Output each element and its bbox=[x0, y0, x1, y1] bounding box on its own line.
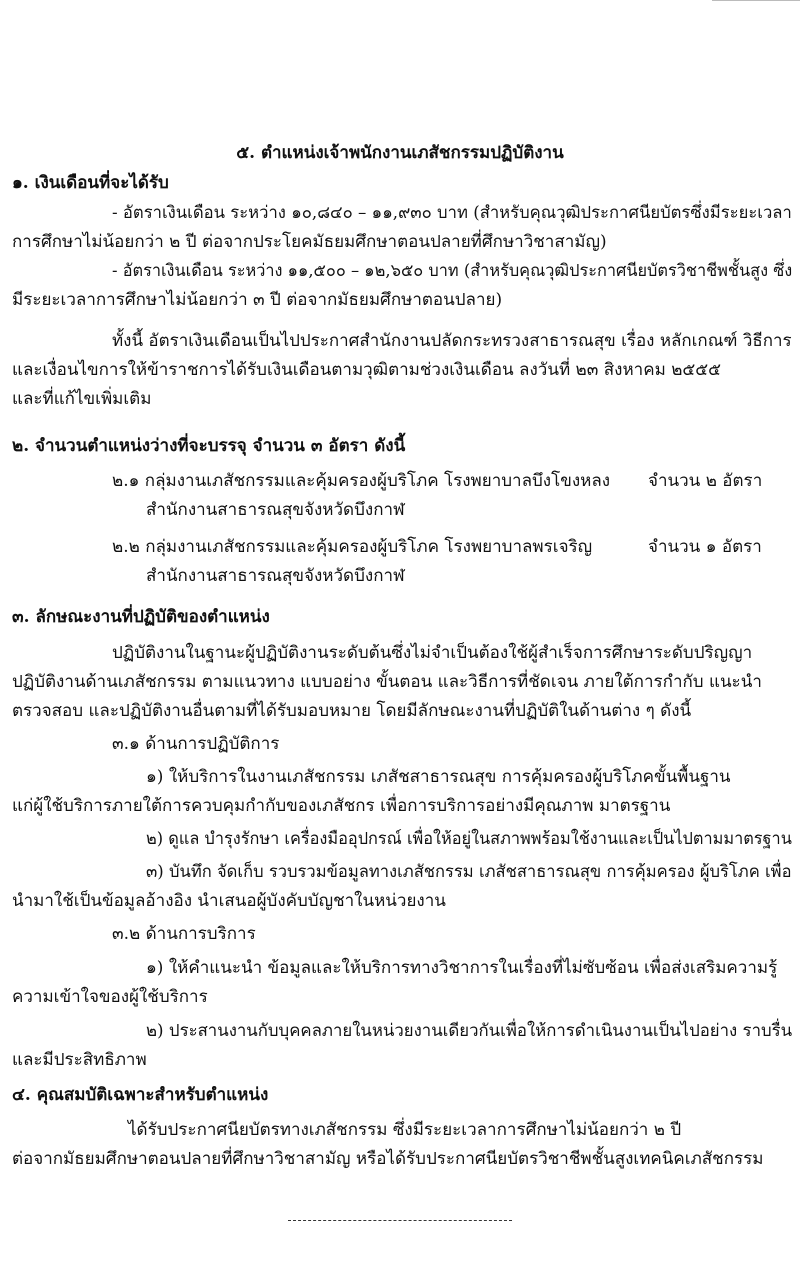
salary-line-1: - อัตราเงินเดือน ระหว่าง ๑๐,๘๔๐ – ๑๑,๙๓๐ บาท (สำหรับคุณวุฒิประกาศนียบัตรซึ่งมีระยะเวลา bbox=[112, 203, 792, 223]
position-title: ๕. ตำแหน่งเจ้าพนักงานเภสัชกรรมปฏิบัติงาน bbox=[236, 143, 564, 163]
salary-note-3: และที่แก้ไขเพิ่มเติม bbox=[12, 389, 152, 409]
vacancy-item-1-office: สำนักงานสาธารณสุขจังหวัดบึงกาฬ bbox=[146, 500, 405, 520]
qualification-para-1: ได้รับประกาศนียบัตรทางเภสัชกรรม ซึ่งมีระยะเวลาการศึกษาไม่น้อยกว่า ๒ ปี bbox=[128, 1120, 682, 1140]
vacancy-item-2-count: จำนวน ๑ อัตรา bbox=[648, 537, 762, 557]
vacancy-item-2-office: สำนักงานสาธารณสุขจังหวัดบึงกาฬ bbox=[146, 566, 405, 586]
vacancy-item-2: ๒.๒ กลุ่มงานเภสัชกรรมและคุ้มครองผู้บริโภค โรงพยาบาลพรเจริญ bbox=[112, 537, 593, 557]
vacancy-item-1: ๒.๑ กลุ่มงานเภสัชกรรมและคุ้มครองผู้บริโภค โรงพยาบาลบึงโขงหลง bbox=[112, 471, 611, 491]
services-item-2-cont: และมีประสิทธิภาพ bbox=[12, 1050, 147, 1070]
salary-line-3: - อัตราเงินเดือน ระหว่าง ๑๑,๕๐๐ – ๑๒,๖๕๐ บาท (สำหรับคุณวุฒิประกาศนียบัตรวิชาชีพชั้นสูง ซึ่ง bbox=[112, 261, 793, 281]
salary-line-4: มีระยะเวลาการศึกษาไม่น้อยกว่า ๓ ปี ต่อจากมัธยมศึกษาตอนปลาย) bbox=[12, 290, 503, 310]
section-1-heading: ๑. เงินเดือนที่จะได้รับ bbox=[12, 173, 169, 193]
services-item-1-cont: ความเข้าใจของผู้ใช้บริการ bbox=[12, 987, 208, 1007]
scan-edge-mark bbox=[712, 0, 800, 5]
operations-item-2: ๒) ดูแล บำรุงรักษา เครื่องมืออุปกรณ์ เพื่อให้อยู่ในสภาพพร้อมใช้งานและเป็นไปตามมาตรฐาน bbox=[146, 829, 792, 849]
end-divider bbox=[288, 1220, 512, 1221]
salary-note-2: และเงื่อนไขการให้ข้าราชการได้รับเงินเดือนตามวุฒิตามช่วงเงินเดือน ลงวันที่ ๒๓ สิงหาคม ๒๕๕๕ bbox=[12, 360, 722, 380]
operations-item-3: ๓) บันทึก จัดเก็บ รวบรวมข้อมูลทางเภสัชกรรม เภสัชสาธารณสุข การคุ้มครอง ผู้บริโภค เพื่อ bbox=[146, 862, 792, 882]
salary-line-2: การศึกษาไม่น้อยกว่า ๒ ปี ต่อจากประโยคมัธยมศึกษาตอนปลายที่ศึกษาวิชาสามัญ) bbox=[12, 232, 607, 252]
section-2-heading: ๒. จำนวนตำแหน่งว่างที่จะบรรจุ จำนวน ๓ อัตรา ดังนี้ bbox=[12, 436, 406, 456]
duties-sub-operations: ๓.๑ ด้านการปฏิบัติการ bbox=[112, 734, 280, 754]
qualification-para-2: ต่อจากมัธยมศึกษาตอนปลายที่ศึกษาวิชาสามัญ หรือได้รับประกาศนียบัตรวิชาชีพชั้นสูงเทคนิคเภสัชกรรม bbox=[12, 1149, 764, 1169]
operations-item-1-cont: แก่ผู้ใช้บริการภายใต้การควบคุมกำกับของเภสัชกร เพื่อการบริการอย่างมีคุณภาพ มาตรฐาน bbox=[12, 796, 671, 816]
duties-para-2: ปฏิบัติงานด้านเภสัชกรรม ตามแนวทาง แบบอย่าง ขั้นตอน และวิธีการที่ชัดเจน ภายใต้การกำกับ แนะนำ bbox=[12, 672, 762, 692]
services-item-1: ๑) ให้คำแนะนำ ข้อมูลและให้บริการทางวิชาการในเรื่องที่ไม่ซับซ้อน เพื่อส่งเสริมความรู้ bbox=[146, 958, 778, 978]
operations-item-3-cont: นำมาใช้เป็นข้อมูลอ้างอิง นำเสนอผู้บังคับบัญชาในหน่วยงาน bbox=[12, 891, 446, 911]
services-item-2: ๒) ประสานงานกับบุคคลภายในหน่วยงานเดียวกันเพื่อให้การดำเนินงานเป็นไปอย่าง ราบรื่น bbox=[146, 1021, 793, 1041]
duties-para-3: ตรวจสอบ และปฏิบัติงานอื่นตามที่ได้รับมอบหมาย โดยมีลักษณะงานที่ปฏิบัติในด้านต่าง ๆ ดังนี้ bbox=[12, 701, 692, 721]
vacancy-item-1-count: จำนวน ๒ อัตรา bbox=[648, 471, 763, 491]
salary-note-1: ทั้งนี้ อัตราเงินเดือนเป็นไปประกาศสำนักงานปลัดกระทรวงสาธารณสุข เรื่อง หลักเกณฑ์ วิธีการ bbox=[112, 331, 792, 351]
section-4-heading: ๔. คุณสมบัติเฉพาะสำหรับตำแหน่ง bbox=[12, 1085, 269, 1105]
operations-item-1: ๑) ให้บริการในงานเภสัชกรรม เภสัชสาธารณสุข การคุ้มครองผู้บริโภคขั้นพื้นฐาน bbox=[146, 767, 731, 787]
duties-para-1: ปฏิบัติงานในฐานะผู้ปฏิบัติงานระดับต้นซึ่งไม่จำเป็นต้องใช้ผู้สำเร็จการศึกษาระดับปริญญา bbox=[112, 643, 753, 663]
section-3-heading: ๓. ลักษณะงานที่ปฏิบัติของตำแหน่ง bbox=[12, 607, 270, 627]
duties-sub-services: ๓.๒ ด้านการบริการ bbox=[112, 924, 256, 944]
